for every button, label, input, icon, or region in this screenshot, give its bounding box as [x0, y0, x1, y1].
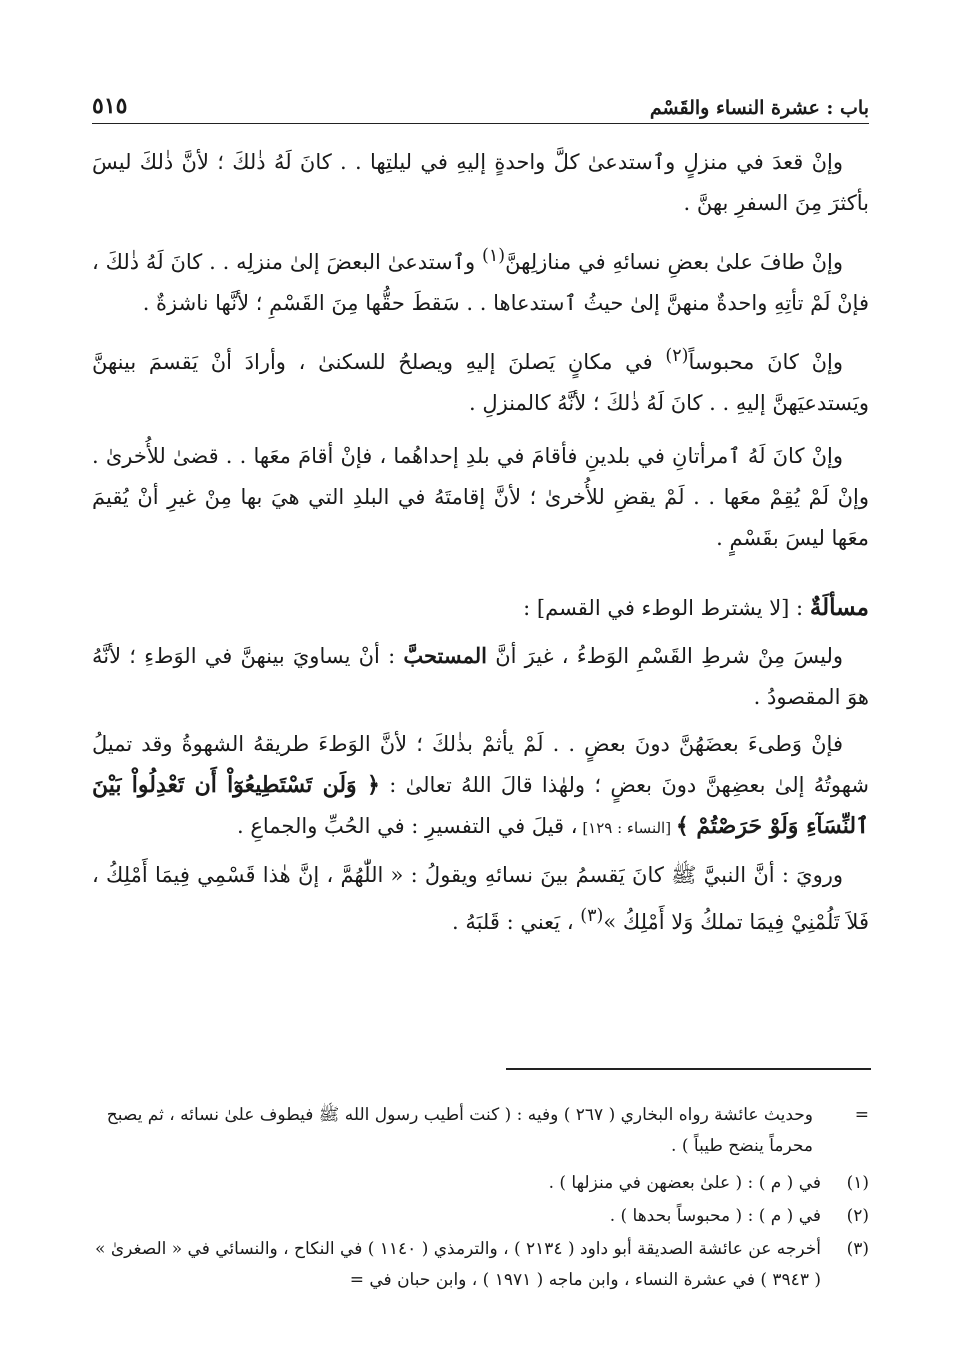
paragraph: وليسَ مِنْ شرطِ القَسْمِ الوَطءُ ، غيرَ أنَّ المستحبَّ : أنْ يساويَ بينهنَّ في الوَطءِ ؛ لأنَّهُ هوَ المقصودُ . [92, 643, 869, 709]
footnote-divider [506, 1068, 871, 1070]
footnote-item [92, 1168, 869, 1199]
continuation-mark: = [854, 1105, 869, 1125]
chapter-title: باب : عشرة النساء والقَسْم [649, 97, 869, 119]
page-header [92, 88, 869, 124]
footnote-number: (١) [846, 1173, 869, 1193]
main-text [92, 142, 869, 949]
footnote-number: (٣) [846, 1239, 869, 1259]
footnote-text: في ( م ) : ( علىٰ بعضهن في منزلها ) . [548, 1173, 821, 1193]
footnotes [92, 1100, 869, 1298]
masala-label: مسألَةٌ [809, 594, 869, 621]
footnote-continuation: = وحديث عائشة رواه البخاري ( ٢٦٧ ) وفيه : ( كنت أطيب رسول الله ﷺ فيطوف علىٰ نسائه ، ثم يصبح محرماً ينضح طيباً ) . [92, 1100, 869, 1162]
footnote-text: في ( م ) : ( محبوساً بحدها ) . [609, 1206, 821, 1226]
footnote-marker[interactable]: (٢) [665, 346, 689, 366]
section-heading [92, 587, 869, 629]
paragraph: ورويَ : أنَّ النبيَّ ﷺ كانَ يَقسمُ بينَ نسائهِ ويقولُ : « اللّٰهُمَّ ، إنَّ هٰذا قَسْمِي فِيمَا أَمْلِكُ ، فَلاَ تَلُمْنِيْ فِيمَا تملكُ وَلا أَمْلِكُ »$^{(٣)}$ ، يَعني : قَلبَهُ . [92, 863, 869, 934]
paragraph: وإنْ كانَ لَهُ ٱمرأتانِ في بلدينِ فأقامَ في بلدِ إحداهُما ، فإنْ أقامَ معَها . . قضىٰ للأُخرىٰ . وإنْ لَمْ يُقِمْ معَها . . لَمْ يقضِ للأُخرىٰ ؛ لأنَّ إقامتَهُ في البلدِ التي هيَ بها مِنْ غيرِ أنْ يُقيمَ معَها ليسَ بقَسْمٍ . [92, 444, 869, 550]
masala-topic: : [لا يشترط الوطء في القسم] : [523, 596, 810, 620]
page-number: ٥١٥ [92, 93, 128, 119]
quran-verse: ﴿ وَلَن تَسْتَطِيعُوٓاْ أَن تَعْدِلُواْ بَيْنَ ٱلنِّسَآءِ وَلَوْ حَرَصْتُمْ ﴾ [92, 772, 869, 839]
paragraph: وإنْ طافَ علىٰ بعضِ نسائهِ في منازلِهنَّ$^{(١)}$ وٱستدعىٰ البعضَ إلىٰ منزلِه . . كانَ لَهُ ذٰلكَ ، فإنْ لَمْ تأتِهِ واحدةٌ منهنَّ إلىٰ حيثُ ٱستدعاها . . سَقطَ حقُّها مِنَ القَسْمِ ؛ لأنَّها ناشزةٌ . [92, 246, 869, 315]
footnote-item [92, 1234, 869, 1296]
footnote-item [92, 1201, 869, 1232]
footnote-text: أخرجه عن عائشة الصديقة أبو داود ( ٢١٣٤ ) ، والترمذي ( ١١٤٠ ) في النكاح ، والنسائي في « الصغرىٰ » ( ٣٩٤٣ ) في عشرة النساء ، وابن ماجه ( ١٩٧١ ) ، وابن حبان في = [95, 1239, 821, 1290]
emphasis-term: المستحبَّ [403, 643, 487, 668]
footnote-marker[interactable]: (٣) [580, 906, 604, 926]
footnote-number: (٢) [846, 1206, 869, 1226]
verse-reference: [النساء : ١٢٩] [577, 819, 676, 837]
paragraph: وإنْ كانَ محبوساً$^{(٢)}$ في مكانٍ يَصلنَ إليهِ ويصلحُ للسكنىٰ ، وأرادَ أنْ يَقسمَ بينهنَّ ويَستدعيَهنَّ إليهِ . . كانَ لَهُ ذٰلكَ ؛ لأنَّهُ كالمنزلِ . [92, 346, 869, 415]
paragraph: وإنْ قعدَ في منزلٍ وٱستدعىٰ كلَّ واحدةٍ إليهِ في ليلتِها . . كانَ لَهُ ذٰلكَ ؛ لأنَّ ذٰلكَ ليسَ بأكثرَ مِنَ السفرِ بهنَّ . [92, 150, 869, 215]
footnote-marker[interactable]: (١) [482, 246, 506, 266]
paragraph: فإنْ وَطىءَ بعضَهُنَّ دونَ بعضٍ . . لَمْ يأثمْ بذٰلكَ ؛ لأنَّ الوَطءَ طريقهُ الشهوةُ وقد تميلُ شهوتُهُ إلىٰ بعضِهنَّ دونَ بعضٍ ؛ ولهٰذا قالَ اللهُ تعالىٰ : ﴿ وَلَن تَسْتَطِيعُوٓاْ أَن تَعْدِلُواْ بَيْنَ ٱلنِّسَآءِ وَلَوْ حَرَصْتُمْ ﴾ [النساء : ١٢٩] ، قيلَ في التفسيرِ : في الحُبِّ والجماعِ . [92, 732, 870, 839]
